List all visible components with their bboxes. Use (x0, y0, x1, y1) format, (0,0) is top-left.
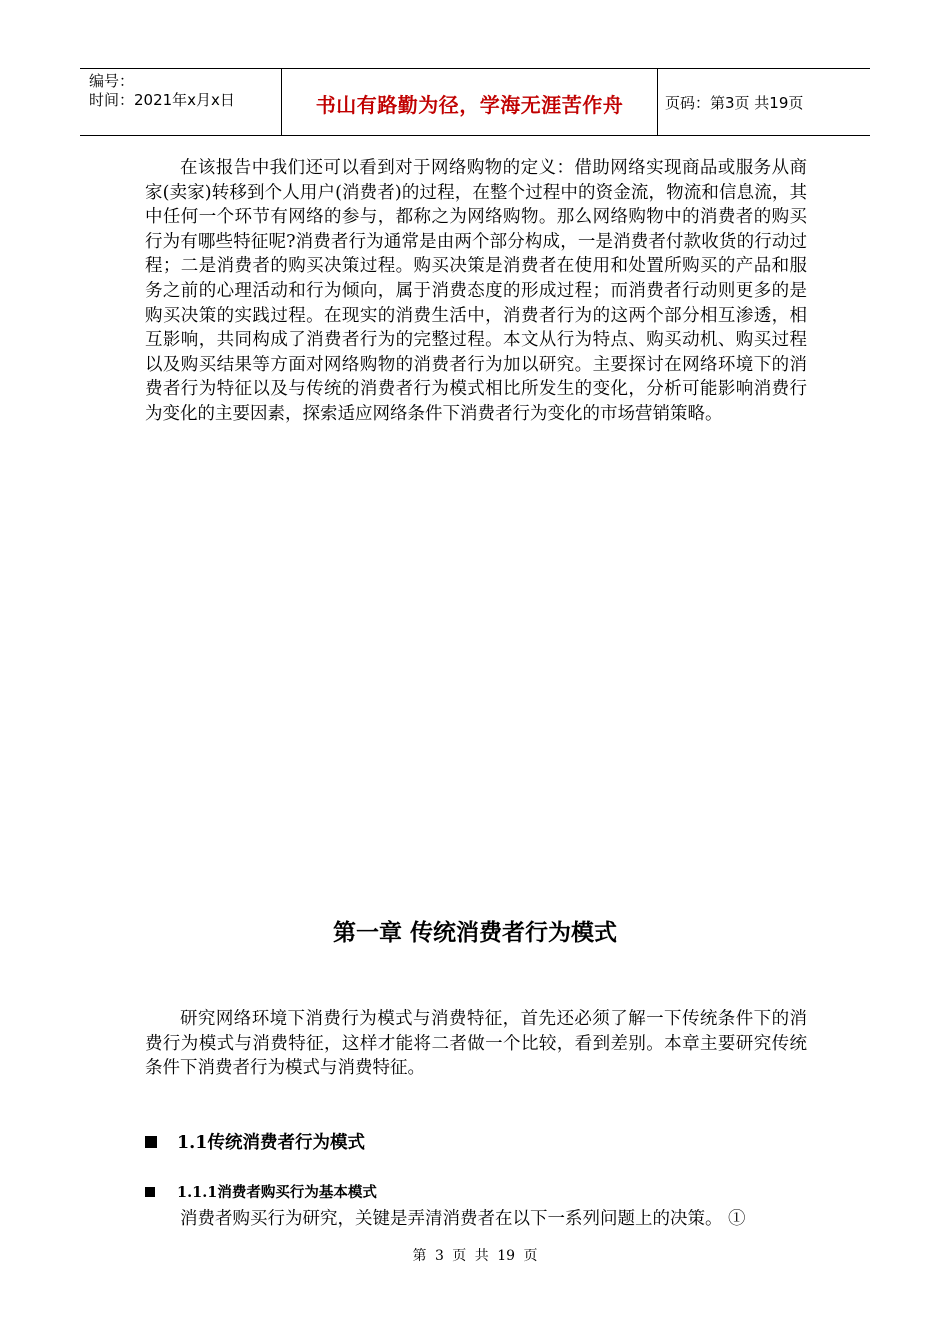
header-motto: 书山有路勤为径，学海无涯苦作舟 (315, 93, 624, 117)
section-heading-text: 1.1传统消费者行为模式 (177, 1133, 365, 1153)
header-page-cell (658, 69, 870, 135)
chapter-title: 第一章 传统消费者行为模式 (332, 920, 617, 946)
header-page-label: 页码：第3页 共19页 (665, 93, 804, 112)
square-bullet-icon (145, 1187, 155, 1197)
chapter-intro-paragraph: 研究网络环境下消费行为模式与消费特征，首先还必须了解一下传统条件下的消费行为模式与消费特征，这样才能将二者做一个比较，看到差别。本章主要研究传统条件下消费者行为模式与消费特征。 (145, 1009, 807, 1079)
page-footer: 第 3 页 共 19 页 (412, 1248, 538, 1264)
section-heading-1-1-1 (145, 1181, 377, 1202)
header-meta (80, 69, 282, 135)
intro-paragraph: 在该报告中我们还可以看到对于网络购物的定义：借助网络实现商品或服务从商家(卖家)转移到个人用户(消费者)的过程，在整个过程中的资金流，物流和信息流，其中任何一个环节有网络的参与，都称之为网络购物。那么网络购物中的消费者的购买行为有哪些特征呢?消费者行为通常是由两个部分构成，一是消费者付款收货的行动过程；二是消费者的购买决策过程。购买决策是消费者在使用和处置所购买的产品和服务之前的心理活动和行为倾向，属于消费态度的形成过程；而消费者行动则更多的是购买决策的实践过程。在现实的消费生活中，消费者行为的这两个部分相互渗透，相互影响，共同构成了消费者行为的完整过程。本文从行为特点、购买动机、购买过程以及购买结果等方面对网络购物的消费者行为加以研究。主要探讨在网络环境下的消费者行为特征以及与传统的消费者行为模式相比所发生的变化，分析可能影响消费行为变化的主要因素，探索适应网络条件下消费者行为变化的市场营销策略。 (145, 158, 807, 424)
subsection-heading-text: 1.1.1消费者购买行为基本模式 (177, 1184, 377, 1201)
section-intro-paragraph: 消费者购买行为研究，关键是弄清消费者在以下一系列问题上的决策。 ① (180, 1209, 746, 1229)
section-heading-1-1 (145, 1129, 365, 1154)
document-number-label: 编号： (89, 72, 135, 90)
page-header (80, 68, 870, 136)
document-date-label: 时间：2021年x月x日 (89, 91, 235, 109)
square-bullet-icon (145, 1136, 157, 1148)
header-motto-cell (282, 69, 658, 135)
